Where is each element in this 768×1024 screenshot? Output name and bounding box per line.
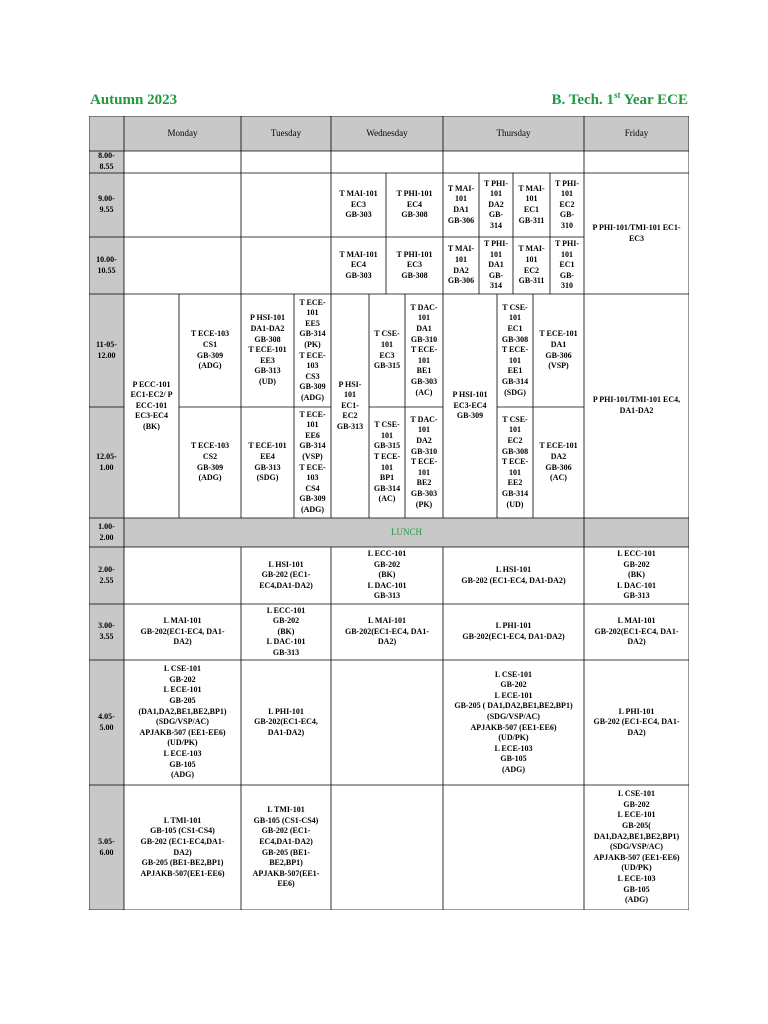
class-slot: L TMI-101 GB-105 (CS1-CS4) GB-202 (EC1-EC4,DA1- DA2) GB-205 (BE1-BE2,BP1) APJAKB-507(EE1-EE6) (140, 815, 225, 878)
class-slot: P HSI- 101 EC1- EC2 GB-313 (336, 379, 364, 431)
program-title-suffix: Year ECE (620, 92, 688, 108)
class-slot: T ECE- 101 EE6 GB-314 (VSP) T ECE- 103 CS4 GB-309 (ADG) (299, 409, 326, 514)
class-slot: T CSE- 101 EC2 GB-308 T ECE- 101 EE2 GB-314 (UD) (501, 414, 529, 509)
class-slot: L HSI-101 GB-202 (EC1-EC4, DA1-DA2) (461, 564, 566, 585)
day-header-tuesday: Tuesday (270, 128, 302, 139)
time-slot-3: 10.00- 10.55 (96, 254, 117, 275)
class-slot: P PHI-101/TMI-101 EC4, DA1-DA2 (592, 395, 681, 415)
program-title-superscript: st (614, 90, 621, 100)
timetable (89, 116, 689, 910)
class-slot: P PHI-101/TMI-101 EC1- EC3 (592, 222, 681, 243)
class-slot: T MAI- 101 DA1 GB-306 (447, 183, 475, 225)
class-slot: T DAC- 101 DA2 GB-310 T ECE- 101 BE2 GB-303 (PK) (410, 414, 438, 509)
class-slot: T PHI- 101 DA1 GB- 314 (483, 239, 509, 291)
class-slot: L CSE-101 GB-202 L ECE-101 GB-205 ( DA1,DA2,BE1,BE2,BP1) (SDG/VSP/AC) APJAKB-507 (EE1-EE6) (UD/PK) L ECE-103 GB-105 (ADG) (454, 669, 573, 774)
class-slot: T MAI-101 EC4 GB-303 (339, 249, 378, 280)
class-slot: T MAI- 101 DA2 GB-306 (447, 244, 475, 286)
lunch-label: LUNCH (391, 527, 422, 538)
class-slot: L MAI-101 GB-202(EC1-EC4, DA1- DA2) (345, 616, 429, 647)
class-slot: T ECE-103 CS2 GB-309 (ADG) (190, 441, 230, 483)
class-slot: P HSI-101 DA1-DA2 GB-308 T ECE-101 EE3 GB-313 (UD) (248, 313, 287, 386)
class-slot: L CSE-101 GB-202 L ECE-101 GB-205( DA1,DA2,BE1,BE2,BP1) (SDG/VSP/AC) APJAKB-507 (EE1-EE6) (UD/PK) L ECE-103 GB-105 (ADG) (593, 789, 680, 905)
class-slot: L MAI-101 GB-202(EC1-EC4, DA1- DA2) (140, 616, 225, 647)
class-slot: L TMI-101 GB-105 (CS1-CS4) GB-202 (EC1- EC4,DA1-DA2) GB-205 (BE1- BE2,BP1) APJAKB-507(EE1- EE6) (252, 805, 320, 889)
time-slot-8: 3.00- 3.55 (98, 621, 115, 641)
time-slot-1: 8.00- 8.55 (98, 151, 115, 171)
class-slot: L ECC-101 GB-202 (BK) L DAC-101 GB-313 (367, 549, 407, 601)
time-slot-10: 5.05- 6.00 (98, 836, 115, 857)
class-slot: T CSE- 101 GB-315 T ECE- 101 BP1 GB-314 (AC) (373, 420, 401, 504)
class-slot: T MAI- 101 EC1 GB-311 (518, 183, 545, 225)
class-slot: T PHI- 101 DA2 GB- 314 (483, 178, 509, 230)
time-slot-2: 9.00- 9.55 (98, 194, 115, 214)
day-header-thursday: Thursday (496, 128, 531, 139)
class-slot: L HSI-101 GB-202 (EC1- EC4,DA1-DA2) (259, 559, 313, 590)
program-title-prefix: B. Tech. 1 (551, 92, 614, 108)
class-slot: P HSI-101 EC3-EC4 GB-309 (452, 390, 488, 421)
class-slot: T PHI- 101 EC1 GB- 310 (554, 239, 580, 291)
class-slot: T PHI-101 EC3 GB-308 (396, 249, 433, 280)
time-slot-6: 1.00- 2.00 (98, 521, 115, 542)
day-header-wednesday: Wednesday (366, 128, 408, 139)
class-slot: T MAI- 101 EC2 GB-311 (518, 244, 545, 286)
class-slot: L MAI-101 GB-202(EC1-EC4, DA1- DA2) (594, 616, 679, 647)
class-slot: T ECE-101 EE4 GB-313 (SDG) (248, 441, 287, 483)
class-slot: T MAI-101 EC3 GB-303 (339, 189, 378, 220)
time-slot-5: 12.05- 1.00 (96, 451, 117, 472)
day-header-monday: Monday (167, 128, 198, 139)
class-slot: L PHI-101 GB-202(EC1-EC4, DA1-DA2) (462, 621, 565, 641)
time-slot-9: 4.05- 5.00 (98, 711, 115, 732)
class-slot: T CSE- 101 EC3 GB-315 (373, 329, 401, 371)
class-slot: L ECC-101 GB-202 (BK) L DAC-101 GB-313 (266, 605, 306, 657)
class-slot: T ECE-103 CS1 GB-309 (ADG) (190, 329, 230, 371)
time-slot-7: 2.00- 2.55 (98, 564, 115, 585)
day-header-friday: Friday (624, 128, 649, 139)
time-slot-4: 11-05- 12.00 (96, 339, 117, 360)
class-slot: T PHI-101 EC4 GB-308 (396, 189, 433, 220)
class-slot: T DAC- 101 DA1 GB-310 T ECE- 101 BE1 GB-303 (AC) (410, 302, 438, 397)
class-slot: T CSE- 101 EC1 GB-308 T ECE- 101 EE1 GB-314 (SDG) (501, 302, 529, 397)
class-slot: L PHI-101 GB-202(EC1-EC4, DA1-DA2) (254, 706, 318, 737)
class-slot: T PHI- 101 EC2 GB- 310 (554, 178, 580, 230)
class-slot: T ECE-101 DA2 GB-306 (AC) (539, 441, 578, 483)
class-slot: L CSE-101 GB-202 L ECE-101 GB-205 (DA1,DA2,BE1,BE2,BP1) (SDG/VSP/AC) APJAKB-507 (EE1-EE6) (UD/PK) L ECE-103 GB-105 (ADG) (138, 664, 227, 780)
term-title: Autumn 2023 (90, 92, 178, 108)
program-title (551, 92, 688, 109)
class-slot: T ECE-101 DA1 GB-306 (VSP) (539, 329, 578, 371)
class-slot: L PHI-101 GB-202 (EC1-EC4, DA1- DA2) (593, 706, 680, 737)
class-slot: L ECC-101 GB-202 (BK) L DAC-101 GB-313 (617, 549, 656, 601)
class-slot: P ECC-101 EC1-EC2/ P ECC-101 EC3-EC4 (BK) (130, 379, 173, 431)
class-slot: T ECE- 101 EE5 GB-314 (PK) T ECE- 103 CS3 GB-309 (ADG) (299, 297, 326, 402)
